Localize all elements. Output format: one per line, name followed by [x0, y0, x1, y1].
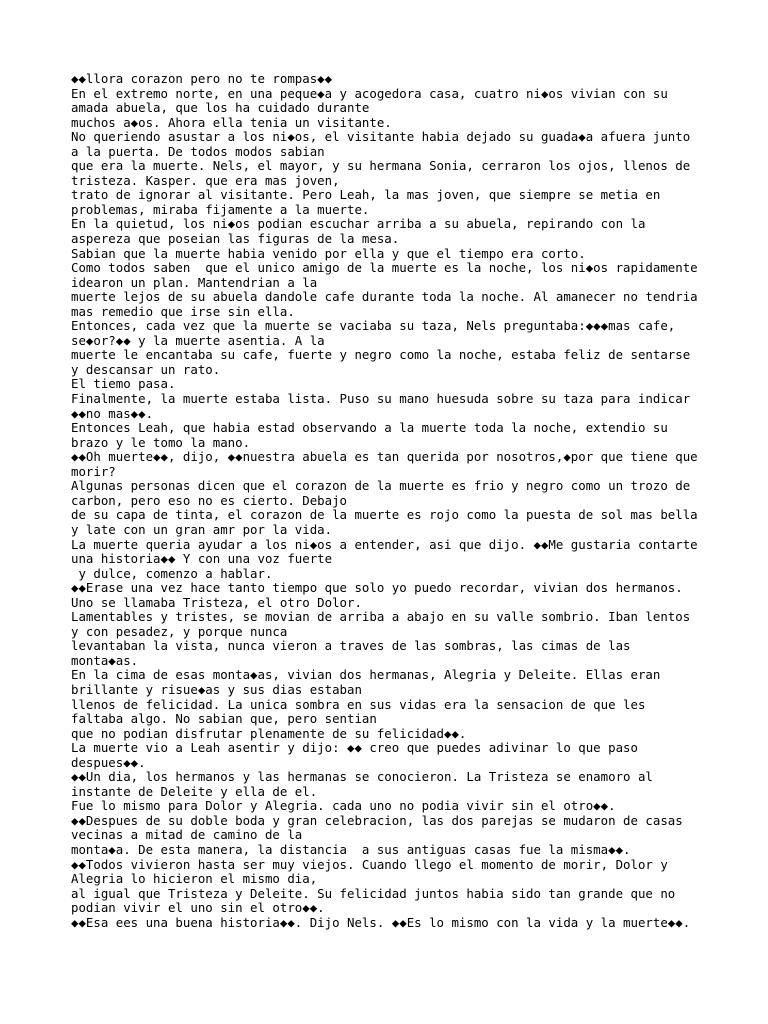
text-line: que era la muerte. Nels, el mayor, y su hermana Sonia, cerraron los ojos, llenos de tristeza. Kasper. que era mas joven, [71, 158, 698, 188]
text-line: ◆◆Erase una vez hace tanto tiempo que solo yo puedo recordar, vivian dos hermanos. Uno se llamaba Tristeza, el otro Dolor. [71, 580, 691, 610]
text-line: Sabian que la muerte habia venido por ella y que el tiempo era corto. [71, 245, 586, 261]
text-line: llenos de felicidad. La unica sombra en sus vidas era la sensacion de que les faltaba algo. No sabian que, pero sentian [71, 696, 653, 727]
text-line: y dulce, comenzo a hablar. [71, 565, 273, 581]
text-line: que no podian disfrutar plenamente de su felicidad◆◆. [71, 725, 467, 741]
text-line: de su capa de tinta, el corazon de la muerte es rojo como la puesta de sol mas bella y late con un gran amr por la vida. [71, 507, 706, 537]
text-line: Entonces, cada vez que la muerte se vaciaba su taza, Nels preguntaba:◆◆◆mas cafe, se◆or?◆◆ y la muerte asentia. A la [71, 318, 683, 348]
text-line: ◆◆Oh muerte◆◆, dijo, ◆◆nuestra abuela es tan querida por nosotros,◆por que tiene que morir? [71, 449, 706, 479]
text-line: levantaban la vista, nunca vieron a traves de las sombras, las cimas de las monta◆as. [71, 638, 638, 668]
text-line: Fue lo mismo para Dolor y Alegria. cada uno no podia vivir sin el otro◆◆. [71, 798, 616, 814]
text-line: muerte lejos de su abuela dandole cafe durante toda la noche. Al amanecer no tendria mas remedio que irse sin ella. [71, 289, 706, 319]
text-line: Lamentables y tristes, se movian de arriba a abajo en su valle sombrio. Iban lentos y con pesadez, y porque nunca [71, 609, 698, 639]
text-line: En el extremo norte, en una peque◆a y acogedora casa, cuatro ni◆os vivian con su amada abuela, que los ha cuidado durante [71, 85, 676, 116]
text-line: Entonces Leah, que habia estad observando a la muerte toda la noche, extendio su brazo y le tomo la mano. [71, 420, 676, 450]
text-line: ◆◆Esa ees una buena historia◆◆. Dijo Nels. ◆◆Es lo mismo con la vida y la muerte◆◆. [71, 914, 691, 930]
text-line: al igual que Tristeza y Deleite. Su felicidad juntos habia sido tan grande que no podian vivir el uno sin el otro◆◆. [71, 885, 683, 916]
text-line: La muerte queria ayudar a los ni◆os a entender, asi que dijo. ◆◆Me gustaria contarte una historia◆◆ Y con una voz fuerte [71, 536, 706, 567]
text-line: En la cima de esas monta◆as, vivian dos hermanas, Alegria y Deleite. Ellas eran brillante y risue◆as y sus dias estaban [71, 667, 668, 697]
text-line: Como todos saben que el unico amigo de la muerte es la noche, los ni◆os rapidamente idearon un plan. Mantendrian a la [71, 260, 706, 290]
text-line: monta◆a. De esta manera, la distancia a sus antiguas casas fue la misma◆◆. [71, 841, 631, 857]
text-line: muerte le encantaba su cafe, fuerte y negro como la noche, estaba feliz de sentarse y descansar un rato. [71, 347, 698, 377]
text-line: La muerte vio a Leah asentir y dijo: ◆◆ creo que puedes adivinar lo que paso despues◆◆. [71, 740, 646, 770]
text-line: ◆◆Despues de su doble boda y gran celebracion, las dos parejas se mudaron de casas vecinas a mitad de camino de la [71, 812, 691, 843]
text-line: En la quietud, los ni◆os podian escuchar arriba a su abuela, repirando con la aspereza que poseian las figuras de la mesa. [71, 216, 653, 247]
text-line: Finalmente, la muerte estaba lista. Puso su mano huesuda sobre su taza para indicar ◆◆no mas◆◆. [71, 391, 698, 421]
text-line: El tiemo pasa. [71, 376, 176, 392]
story-title: ◆◆llora corazon pero no te rompas◆◆ [71, 71, 333, 86]
text-line: ◆◆Todos vivieron hasta ser muy viejos. Cuando llego el momento de morir, Dolor y Alegria lo hicieron el mismo dia, [71, 856, 676, 887]
text-line: muchos a◆os. Ahora ella tenia un visitante. [71, 114, 392, 130]
text-line: trato de ignorar al visitante. Pero Leah, la mas joven, que siempre se metia en problemas, miraba fijamente a la muerte. [71, 187, 668, 217]
text-line: No queriendo asustar a los ni◆os, el visitante habia dejado su guada◆a afuera junto a la puerta. De todos modos sabian [71, 129, 698, 159]
document-body [71, 71, 706, 930]
text-line: Algunas personas dicen que el corazon de la muerte es frio y negro como un trozo de carbon, pero eso no es cierto. Debajo [71, 478, 698, 508]
text-line: ◆◆Un dia, los hermanos y las hermanas se conocieron. La Tristeza se enamoro al instante de Deleite y ella de el. [71, 769, 661, 799]
